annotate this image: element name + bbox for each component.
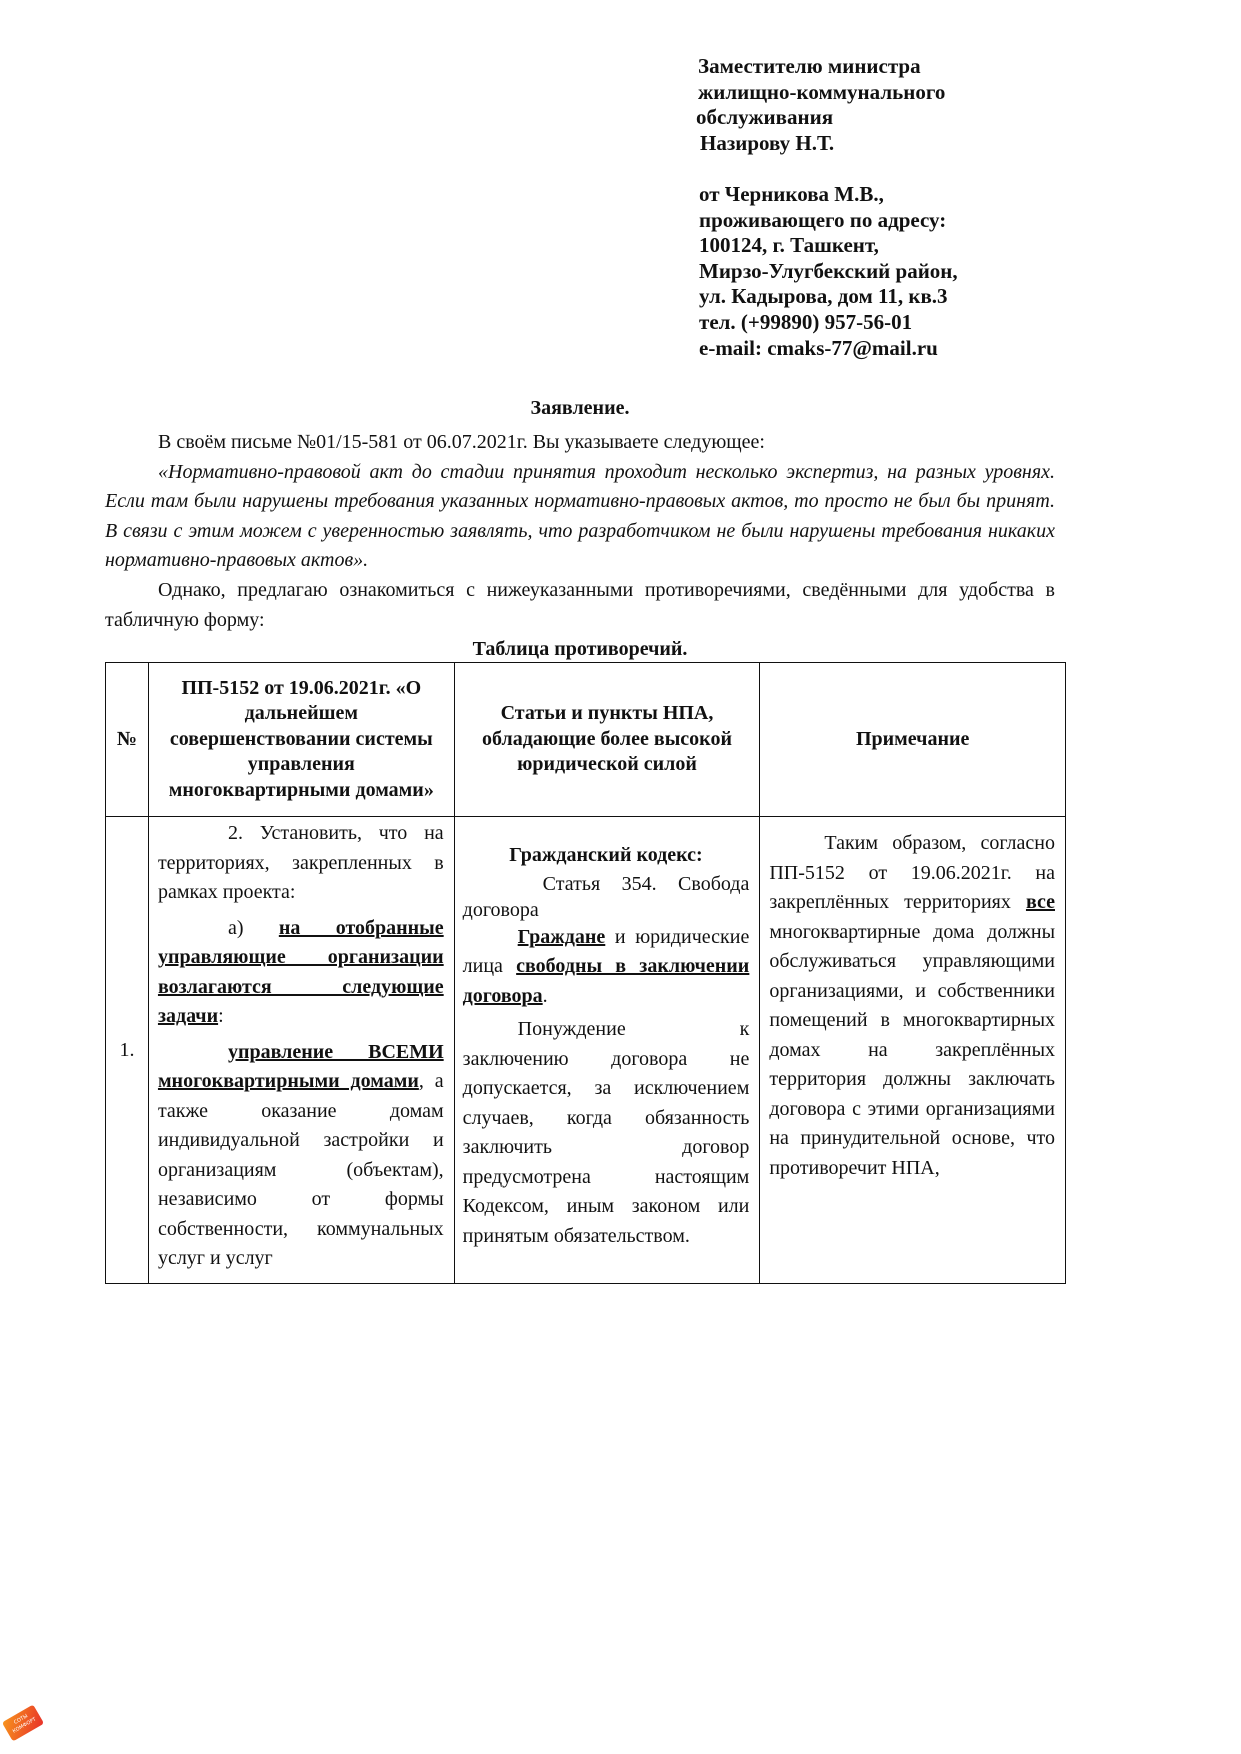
npa-paragraph-2: Понуждение к заключению договора не допускается, за исключением случаев, когда обязанность заключить договор предусмотрена настоящим Кодексом, иным законом или принятым обязательством. [462,1018,750,1247]
sender-line: Мирзо-Улугбекский район, [699,258,958,283]
document-body [105,428,1055,635]
npa-paragraph-1 [463,923,750,1012]
pp-paragraph-2 [158,914,444,1032]
pp-emphasis: управление ВСЕМИ многоквартирными домами [157,1040,444,1092]
note-text: многоквартирные дома должны обслуживаться управляющими организациями, и собственники помещений в многоквартирных домах на закреплённых территория должны заключать договора с этими организациями на принудительной основе, что противоречит НПА, [769,920,1055,1179]
sender-line: от Черникова М.В., [699,182,884,206]
pp-item-label: а) [227,916,279,939]
table-row [106,817,1066,1284]
intro-paragraph: В своём письме №01/15-581 от 06.07.2021г. Вы указываете следующее: [158,431,765,453]
sender-block [699,182,1119,361]
npa-code-title: Гражданский кодекс: [509,844,703,866]
addressee-line: Заместителю министра [698,54,921,78]
addressee-line: обслуживания [696,105,834,129]
npa-punct: . [542,984,548,1007]
header-npa-text: Статьи и пункты НПА, обладающие более высокой юридической силой [482,702,732,776]
row-number: 1. [106,817,149,1284]
contradictions-table [105,662,1066,1284]
proposal-paragraph: Однако, предлагаю ознакомиться с нижеуказанными противоречиями, сведёнными для удобства в табличную форму: [105,578,1055,631]
npa-cell [454,817,760,1284]
sender-line: проживающего по адресу: [699,207,947,232]
pp-paragraph-1: 2. Установить, что на территориях, закрепленных в рамках проекта: [157,822,444,903]
watermark-logo-icon [2,1704,44,1741]
header-pp-text: ПП-5152 от 19.06.2021г. «О дальнейшем совершенствовании системы управления многоквартирными домами» [168,676,434,801]
note-emphasis: все [1025,891,1055,913]
sender-line: тел. (+99890) 957-56-01 [699,309,913,334]
addressee-line: жилищно-коммунального [698,79,946,104]
watermark-text: СОТЫ КОМФОРТ [11,1713,38,1735]
note-paragraph [769,829,1055,1183]
table-title: Таблица противоречий. [472,638,688,660]
pp-text: , а также оказание домам индивидуальной застройки и организациям (объектам), независимо от формы собственности, коммунальных услуг и услуг [157,1070,444,1269]
header-number: № [106,663,149,817]
pp-paragraph-3 [158,1038,444,1274]
npa-article: Статья 354. Свобода договора [462,872,750,921]
header-note: Примечание [760,663,1066,817]
pp-emphasis: на отобранные управляющие организации возлагаются следующие задачи [157,916,444,1027]
npa-emphasis: Граждане [517,925,606,948]
quote-paragraph: «Нормативно-правовой акт до стадии принятия проходит несколько экспертиз, на разных уровнях. Если там были нарушены требования указанных нормативно-правовых актов, то просто не был бы принят. В связи с этим можем с уверенностью заявлять, что разработчиком не были нарушены требования никаких нормативно-правовых актов». [105,460,1055,572]
pp-cell [148,817,454,1284]
note-cell [760,817,1066,1284]
table-header-row [106,663,1066,817]
document-title: Заявление. [530,397,630,419]
addressee-block [698,54,1118,156]
sender-line: ул. Кадырова, дом 11, кв.3 [699,284,948,309]
addressee-line: Назирову Н.Т. [700,130,835,155]
header-pp [148,663,454,817]
npa-text: и юридические лица [462,925,750,977]
header-npa [454,663,760,817]
sender-line: 100124, г. Ташкент, [699,233,879,258]
note-text: Таким образом, согласно ПП-5152 от 19.06.2021г. на закреплённых территориях [769,832,1055,913]
npa-emphasis: свободны в заключении договора [462,955,750,1007]
pp-punct: : [218,1005,224,1027]
sender-email: e-mail: cmaks-77@mail.ru [699,335,938,360]
